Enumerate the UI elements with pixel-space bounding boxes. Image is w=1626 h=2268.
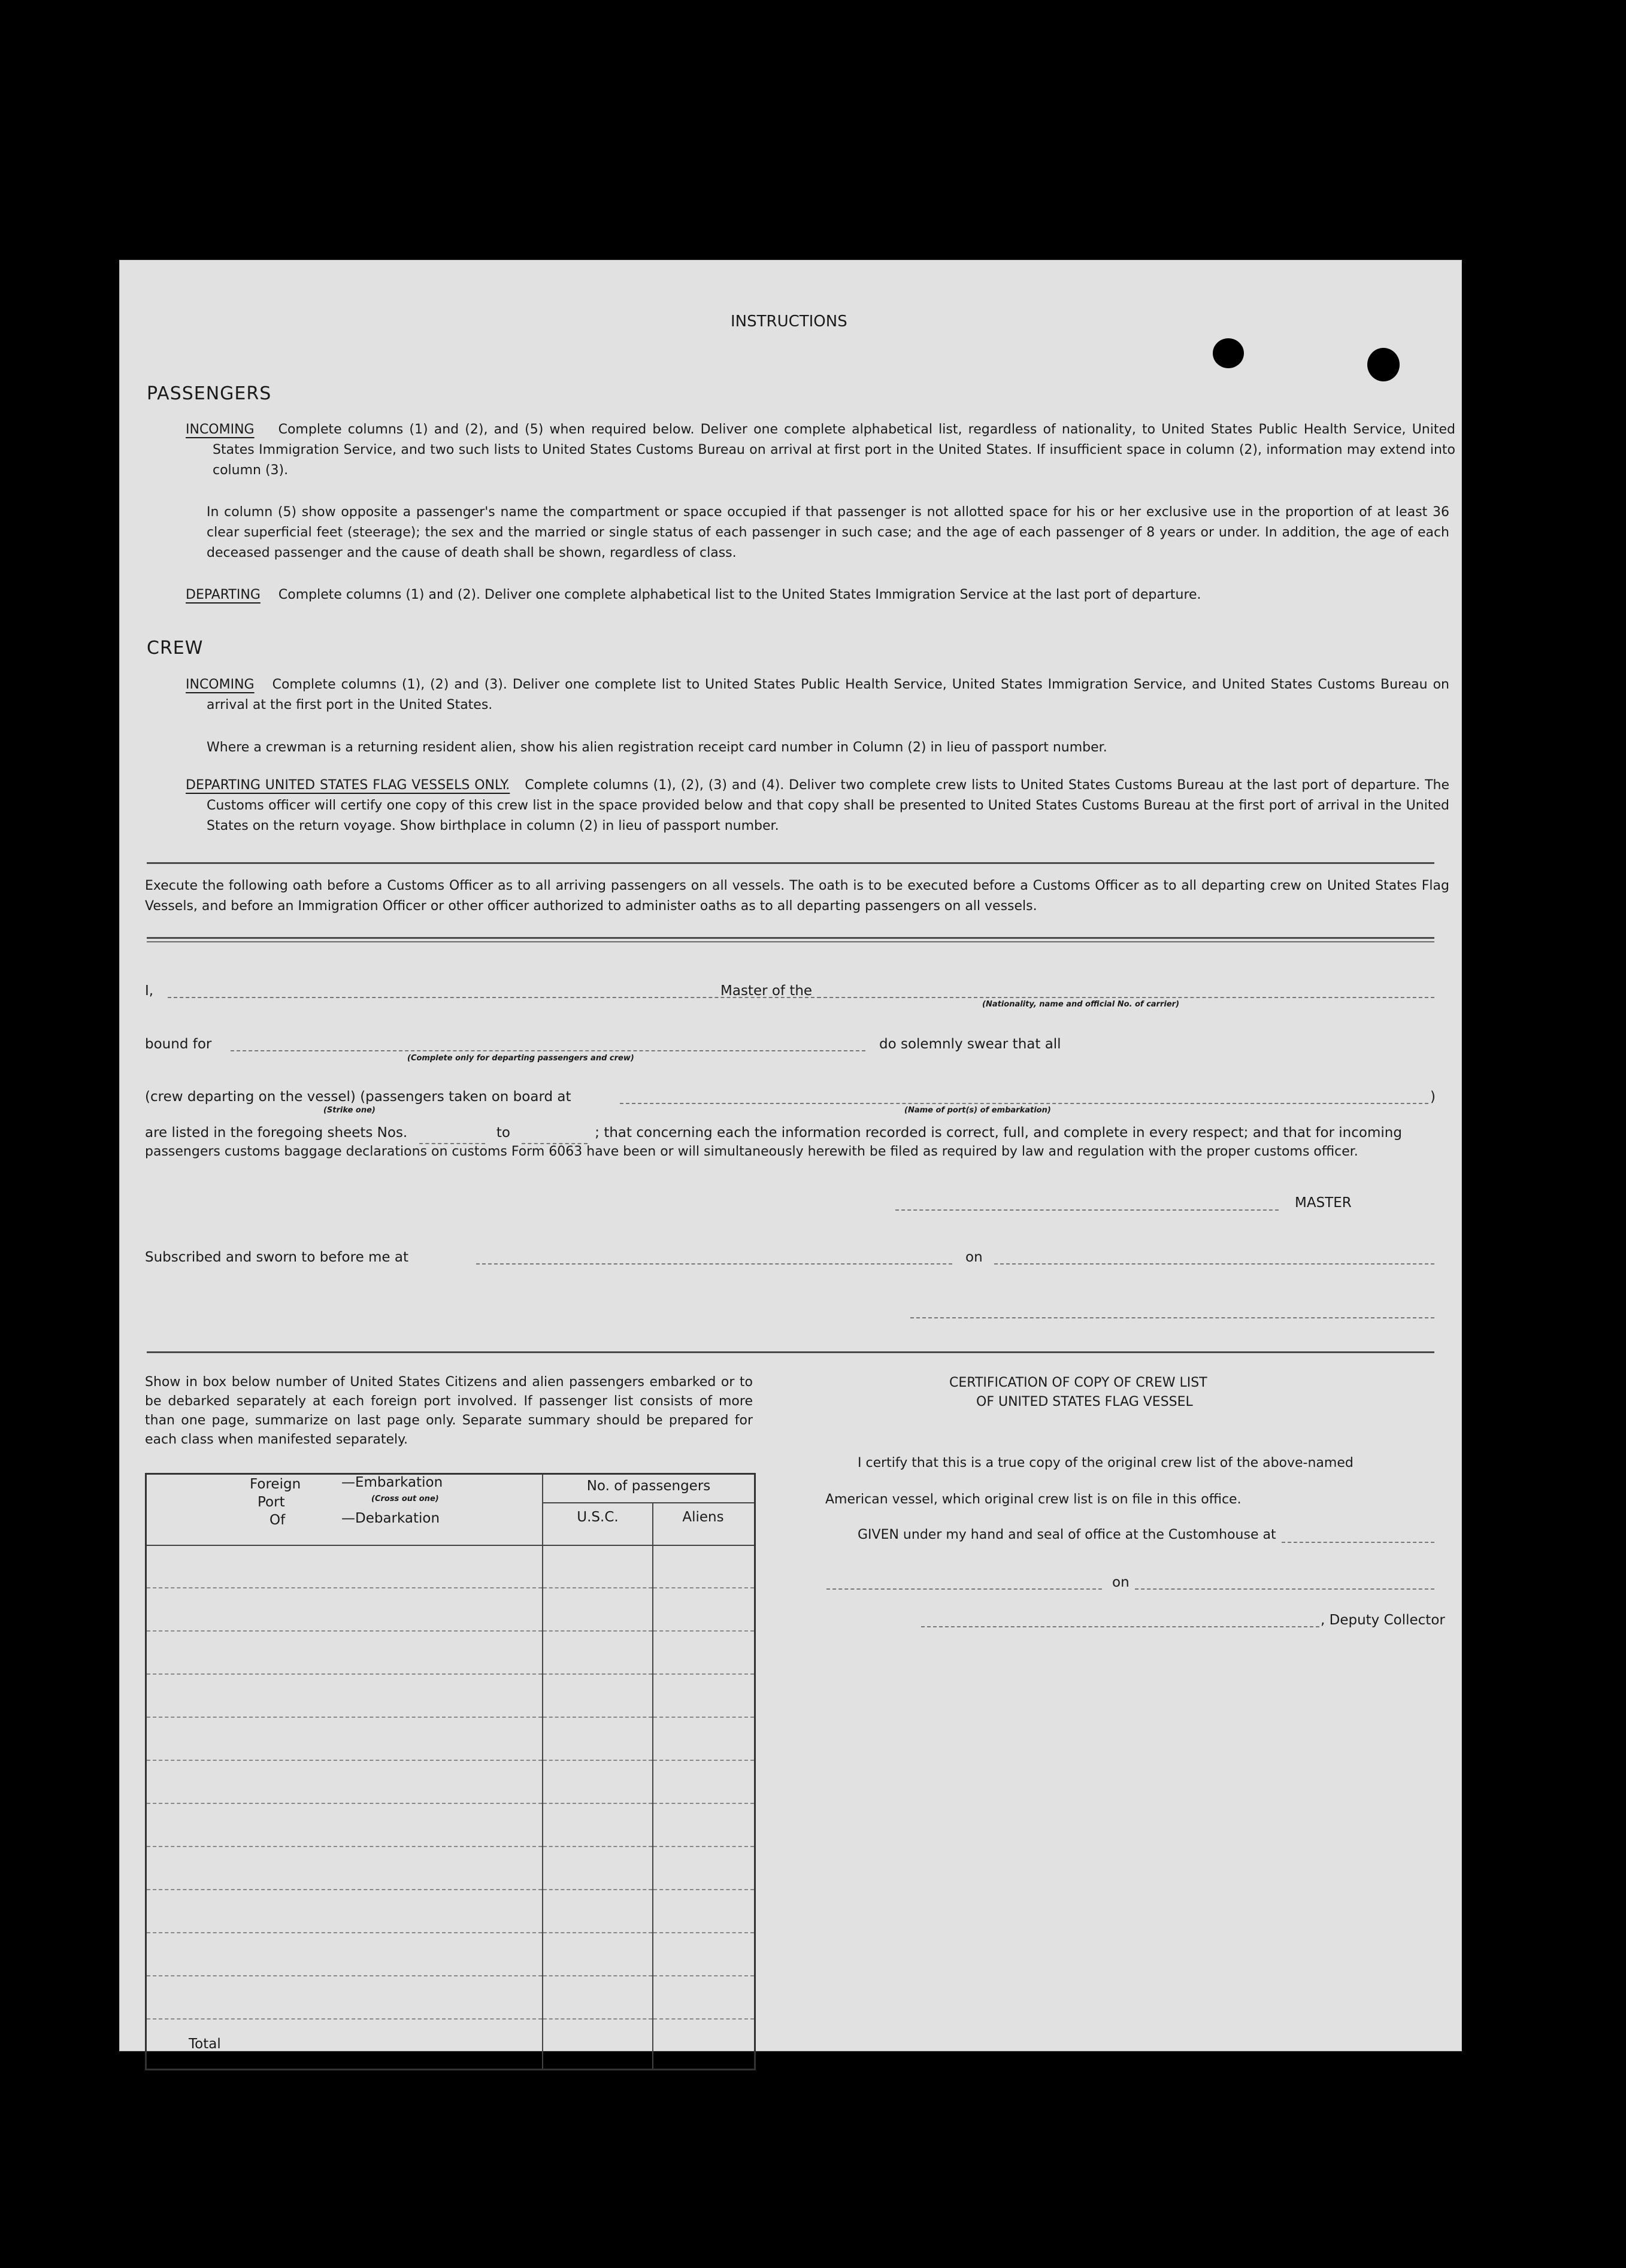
certification-on-label: on xyxy=(1112,1575,1130,1590)
sheet-to-field[interactable] xyxy=(522,1123,588,1144)
certification-title-2: OF UNITED STATES FLAG VESSEL xyxy=(976,1394,1193,1409)
passengers-incoming-paragraph xyxy=(186,420,1455,481)
summary-header-row xyxy=(146,1474,755,1545)
close-paren: ) xyxy=(1430,1089,1436,1105)
listed-text-a: are listed in the foregoing sheets Nos. xyxy=(145,1125,408,1141)
passengers-departing-paragraph xyxy=(186,585,1449,605)
foreign-label: Foreign xyxy=(250,1476,301,1492)
crew-incoming-text: Complete columns (1), (2) and (3). Deliver one complete list to United States Public Health Service, United States Immigration Service, and United States Customs Bureau on arrival at the first port in the United States. xyxy=(207,677,1449,712)
crew-incoming-paragraph xyxy=(186,675,1449,715)
bound-for-label: bound for xyxy=(145,1036,212,1052)
customhouse-field[interactable] xyxy=(1282,1542,1434,1543)
sheet-from-field[interactable] xyxy=(419,1123,485,1144)
divider xyxy=(147,941,1434,942)
certification-text-3: GIVEN under my hand and seal of office at the Customhouse at xyxy=(858,1527,1276,1542)
summary-row[interactable] xyxy=(146,1760,755,1803)
passengers-departing-text: Complete columns (1) and (2). Deliver one complete alphabetical list to the United States Immigration Service at the last port of departure. xyxy=(278,587,1201,602)
crew-passengers-text: (crew departing on the vessel) (passengers taken on board at xyxy=(145,1089,571,1105)
certification-text-2: American vessel, which original crew list is on file in this office. xyxy=(825,1492,1242,1507)
carrier-field[interactable] xyxy=(817,997,1434,998)
total-usc-cell[interactable] xyxy=(543,2019,653,2069)
passengers-departing-label: DEPARTING xyxy=(186,587,261,602)
summary-row[interactable] xyxy=(146,1846,755,1890)
passengers-incoming-text: Complete columns (1) and (2), and (5) when required below. Deliver one complete alphabetical list, regardless of nationality, to United States Public Health Service, United States Immigration Service, and two such lists to United States Customs Bureau on arrival at first port in the United States. If insufficient space in column (2), information may extend into column (3). xyxy=(213,422,1455,478)
passengers-header-cell xyxy=(543,1474,755,1545)
oath-instruction: Execute the following oath before a Customs Officer as to all arriving passengers on all vessels. The oath is to be executed before a Customs Officer as to all departing crew on United States Flag Vessels, and before an Immigration Officer or other officer authorized to administer oaths as to all departing passengers on all vessels. xyxy=(145,878,1449,914)
certification-place-field[interactable] xyxy=(826,1588,1102,1590)
aliens-label: Aliens xyxy=(682,1509,724,1525)
oath-i-label: I, xyxy=(145,983,154,999)
summary-intro: Show in box below number of United States Citizens and alien passengers embarked or to be debarked separately at each foreign port involved. If passenger list consists of more than one page, summarize on last page only. Separate summary should be prepared for each class when manifested separately. xyxy=(145,1375,753,1447)
passengers-heading: PASSENGERS xyxy=(147,383,272,404)
certification-text-1: I certify that this is a true copy of the original crew list of the above-named xyxy=(858,1456,1354,1470)
summary-row[interactable] xyxy=(146,1545,755,1588)
summary-table xyxy=(145,1473,756,2070)
page-title: INSTRUCTIONS xyxy=(731,313,847,331)
summary-row[interactable] xyxy=(146,1588,755,1631)
crew-departing-label: DEPARTING UNITED STATES FLAG VESSELS ONLY. xyxy=(186,778,510,793)
summary-total-row xyxy=(146,2019,755,2069)
summary-row[interactable] xyxy=(146,1803,755,1846)
subscribed-place-field[interactable] xyxy=(476,1263,952,1265)
bound-for-field[interactable] xyxy=(231,1050,865,1051)
total-label: Total xyxy=(146,2019,543,2069)
column5-paragraph: In column (5) show opposite a passenger's name the compartment or space occupied if that passenger is not allotted space for his or her exclusive use in the proportion of at least 36 clear superficial feet (steerage); the sex and the married or single status of each passenger in such case; and the age of each passenger of 8 years or under. In addition, the age of each deceased passenger and the cause of death shall be shown, regardless of class. xyxy=(207,505,1449,560)
summary-row[interactable] xyxy=(146,1631,755,1674)
crew-incoming-label: INCOMING xyxy=(186,677,255,692)
cross-note: (Cross out one) xyxy=(371,1494,439,1503)
bound-for-note: (Complete only for departing passengers and crew) xyxy=(407,1054,634,1063)
embarkation-ports-field[interactable] xyxy=(620,1103,1428,1104)
master-signature-field[interactable] xyxy=(895,1209,1279,1211)
divider xyxy=(147,1351,1434,1353)
crew-departing-paragraph xyxy=(186,775,1449,836)
usc-label: U.S.C. xyxy=(577,1509,619,1525)
crew-resident-paragraph: Where a crewman is a returning resident alien, show his alien registration receipt card number in Column (2) in lieu of passport number. xyxy=(207,740,1107,755)
master-label: MASTER xyxy=(1295,1195,1352,1211)
summary-row[interactable] xyxy=(146,1717,755,1760)
listed-rest: passengers customs baggage declarations on customs Form 6063 have been or will simultaneously herewith be filed as required by law and regulation with the proper customs officer. xyxy=(145,1144,1358,1159)
officer-signature-field[interactable] xyxy=(910,1317,1434,1318)
punch-hole xyxy=(1213,338,1244,368)
certification-date-field[interactable] xyxy=(1135,1588,1434,1590)
listed-to: to xyxy=(496,1125,510,1141)
swear-text: do solemnly swear that all xyxy=(879,1036,1061,1052)
summary-row[interactable] xyxy=(146,1890,755,1933)
carrier-note: (Nationality, name and official No. of carrier) xyxy=(982,1000,1180,1009)
document-page xyxy=(120,260,1461,2051)
strike-note: (Strike one) xyxy=(323,1106,376,1115)
subscribed-label: Subscribed and sworn to before me at xyxy=(145,1250,409,1265)
ports-note: (Name of port(s) of embarkation) xyxy=(904,1106,1051,1115)
no-passengers-label: No. of passengers xyxy=(586,1478,711,1494)
embarkation-label: —Embarkation xyxy=(341,1475,443,1490)
of-label: Of xyxy=(270,1512,286,1528)
crew-heading: CREW xyxy=(147,638,204,659)
port-label: Port xyxy=(258,1494,285,1510)
subscribed-on-label: on xyxy=(965,1250,983,1265)
crew-departing-text: Complete columns (1), (2), (3) and (4). Deliver two complete crew lists to United States Customs Bureau at the last port of departure. The Customs officer will certify one copy of this crew list in the space provided below and that copy shall be presented to United States Customs Bureau at the first port of arrival in the United States on the return voyage. Show birthplace in column (2) in lieu of passport number. xyxy=(207,778,1449,833)
summary-row[interactable] xyxy=(146,1674,755,1717)
summary-row[interactable] xyxy=(146,1933,755,1976)
passengers-incoming-label: INCOMING xyxy=(186,422,255,437)
deputy-collector-label: , Deputy Collector xyxy=(1321,1612,1445,1628)
listed-line xyxy=(145,1123,1402,1144)
divider xyxy=(147,862,1434,864)
divider xyxy=(147,937,1434,939)
port-header-cell xyxy=(146,1474,543,1545)
master-of-label: Master of the xyxy=(720,983,813,999)
punch-hole xyxy=(1367,348,1400,381)
total-aliens-cell[interactable] xyxy=(653,2019,755,2069)
subscribed-date-field[interactable] xyxy=(994,1263,1434,1265)
deputy-signature-field[interactable] xyxy=(921,1626,1319,1627)
summary-row[interactable] xyxy=(146,1976,755,2019)
debarkation-label: —Debarkation xyxy=(341,1511,440,1526)
certification-title-1: CERTIFICATION OF COPY OF CREW LIST xyxy=(949,1375,1207,1390)
listed-text-b: ; that concerning each the information recorded is correct, full, and complete in every respect; and that for incoming xyxy=(595,1125,1402,1141)
